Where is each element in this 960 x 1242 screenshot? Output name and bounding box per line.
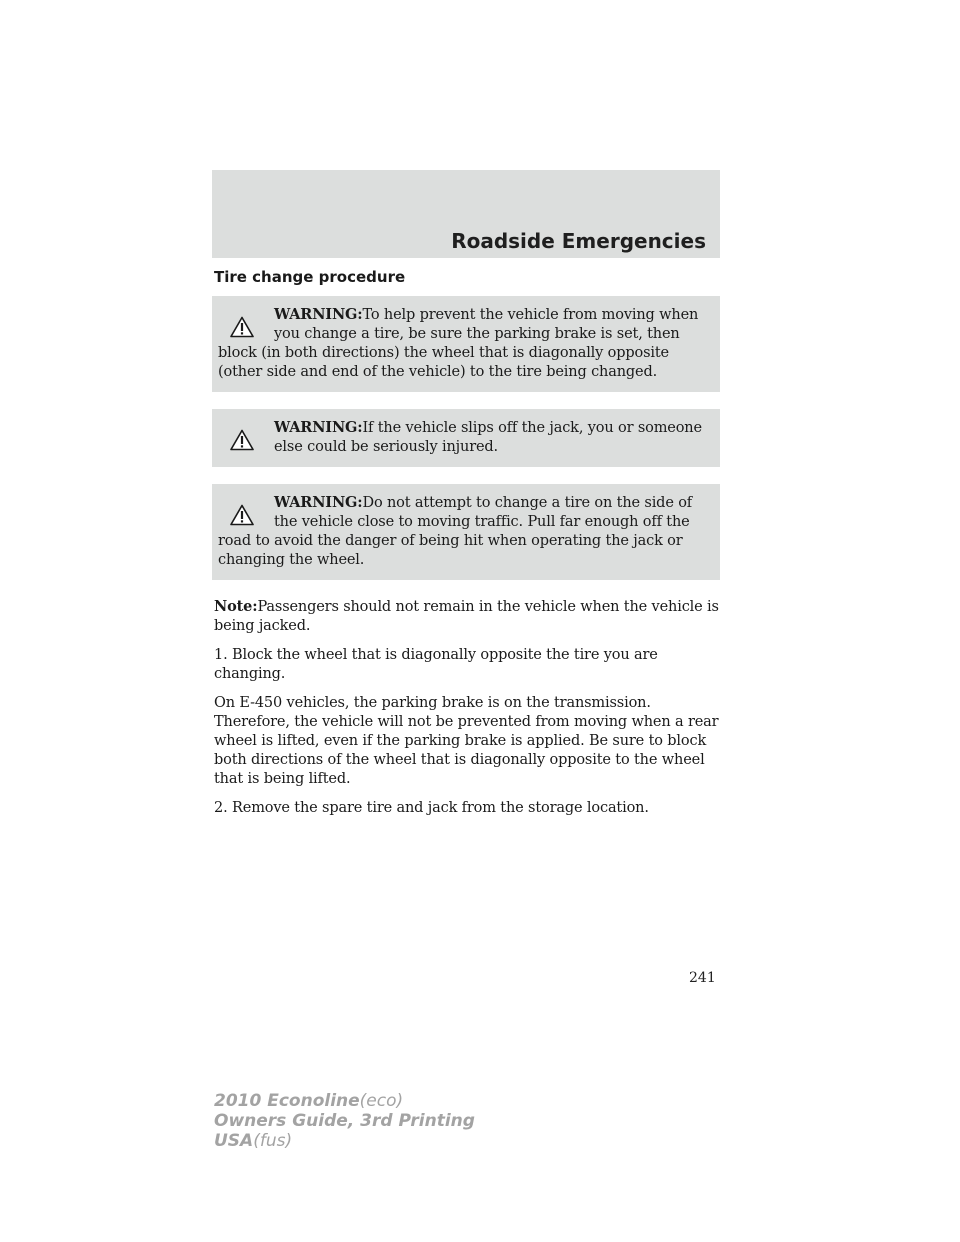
step-1: 1. Block the wheel that is diagonally opposite the tire you are changing. <box>214 647 658 682</box>
footer-model: 2010 Econoline <box>214 1091 360 1111</box>
note-label: Note: <box>214 598 258 615</box>
warning-box-2 <box>212 409 720 467</box>
subheading: Tire change procedure <box>214 268 406 286</box>
step-2: 2. Remove the spare tire and jack from the storage location. <box>214 800 649 816</box>
warning-label: WARNING: <box>274 419 363 436</box>
footer-line-2 <box>214 1111 475 1131</box>
page-content <box>214 268 720 828</box>
footer-market-code: (fus) <box>253 1131 293 1151</box>
note-text: Passengers should not remain in the vehicle when the vehicle is being jacked. <box>214 599 719 634</box>
warning-label: WARNING: <box>274 306 363 323</box>
warning-triangle-icon <box>230 429 254 451</box>
page-number: 241 <box>689 970 716 986</box>
footer-market: USA <box>214 1131 254 1151</box>
warning-box-1 <box>212 296 720 392</box>
footer-line-1 <box>214 1091 475 1111</box>
e450-paragraph: On E-450 vehicles, the parking brake is on the transmission. Therefore, the vehicle will not be prevented from moving when a rear wheel is lifted, even if the parking brake is applied. Be sure to block both directions of the wheel that is diagonally opposite to the wheel that is being lifted. <box>214 695 719 787</box>
footer-guide: Owners Guide, 3rd Printing <box>214 1111 475 1131</box>
footer-line-3 <box>214 1131 475 1151</box>
warning-triangle-icon <box>230 504 254 526</box>
section-title: Roadside Emergencies <box>451 229 706 253</box>
warning-box-3 <box>212 484 720 580</box>
warning-text: If the vehicle slips off the jack, you or someone else could be seriously injured. <box>274 420 702 455</box>
footer <box>214 1091 475 1151</box>
warning-triangle-icon <box>230 316 254 338</box>
header-band <box>212 170 720 258</box>
note-paragraph <box>214 597 720 636</box>
warning-label: WARNING: <box>274 494 363 511</box>
warning-text: To help prevent the vehicle from moving when you change a tire, be sure the parking brake is set, then block (in both directions) the wheel that is diagonally opposite (other side and end of the vehicle) to the tire being changed. <box>218 307 699 380</box>
warning-text: Do not attempt to change a tire on the side of the vehicle close to moving traffic. Pull far enough off the road to avoid the danger of being hit when operating the jack or changing the wheel. <box>218 495 693 568</box>
footer-model-code: (eco) <box>359 1091 404 1111</box>
